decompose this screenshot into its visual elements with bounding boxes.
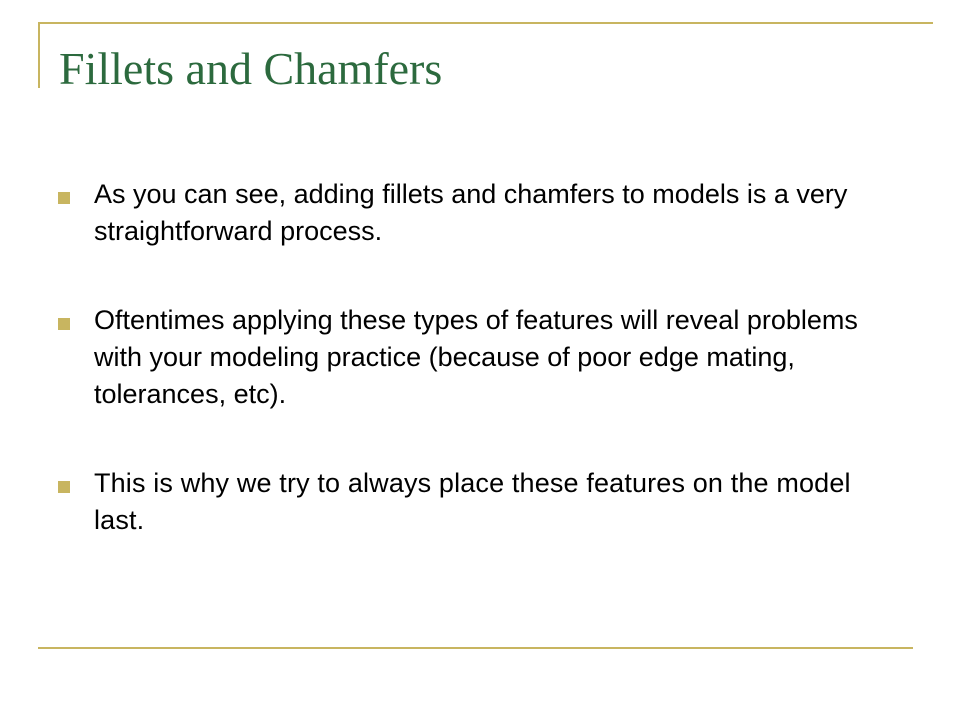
bullet-list — [58, 176, 908, 539]
left-rule — [38, 22, 40, 88]
slide-title: Fillets and Chamfers — [59, 43, 443, 94]
square-bullet-icon — [58, 318, 70, 330]
top-rule — [38, 22, 933, 24]
bullet-item — [58, 465, 908, 539]
bullet-text: Oftentimes applying these types of features will reveal problems with your modeling practice (because of poor edge mating, tolerances, etc). — [94, 305, 858, 409]
square-bullet-icon — [58, 481, 70, 493]
bottom-rule — [38, 647, 913, 649]
square-bullet-icon — [58, 192, 70, 204]
bullet-item — [58, 176, 908, 250]
bullet-text: This is why we try to always place these features on the model last. — [94, 468, 851, 535]
bullet-item — [58, 302, 908, 413]
bullet-text: As you can see, adding fillets and chamfers to models is a very straightforward process. — [94, 179, 848, 246]
